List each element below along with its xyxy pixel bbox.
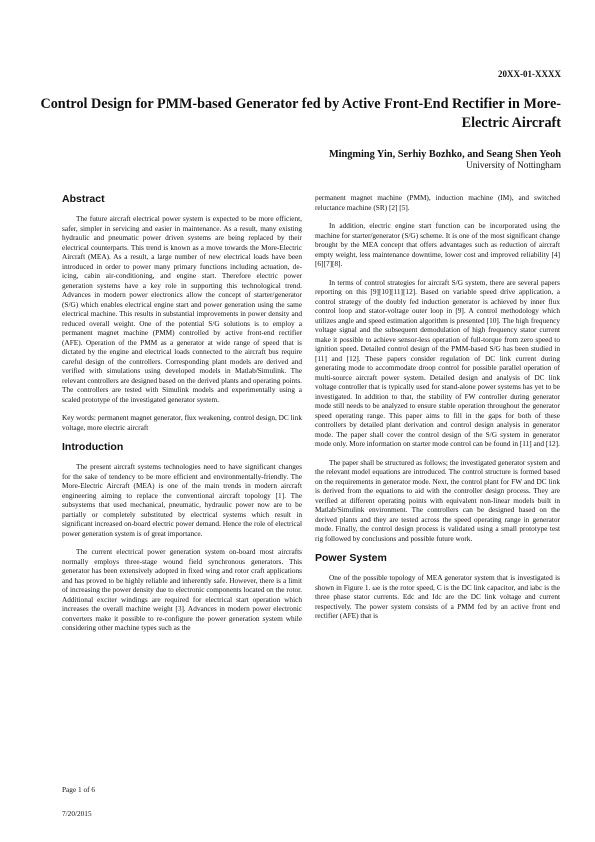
author-affiliation: University of Nottingham	[466, 160, 561, 170]
page-number: Page 1 of 6	[62, 785, 96, 794]
keywords: Key words: permanent magnet generator, flux weakening, control design, DC link voltage, more electric aircraft	[62, 413, 302, 432]
footer-date: 7/20/2015	[62, 809, 92, 818]
power-system-heading: Power System	[315, 552, 387, 564]
introduction-heading: Introduction	[62, 441, 124, 453]
intro-paragraph-5: The paper shall be structured as follows; the investigated generator system and the relevant model equations are introduced. The control structure is formed based on the requirements in generator mode. Next, the control plant for FW and DC link is derived from the equations to aid with the controller design process. They are verified at different operating points with equivalent non-linear models built in Matlab/Simulink environment. The controllers can be designed based on the derived plants and they are tested across the speed operating range in generator mode. Finally, the control design process is validated using a small prototype test rig followed by conclusions and possible future work.	[315, 457, 560, 543]
power-system-paragraph: One of the possible topology of MEA generator system that is investigated is shown in Figure 1. ωe is the rotor speed, C is the DC link capacitor, and iabc is the three phase stator currents. Edc and Idc are the DC link voltage and current respectively. The power system consists of a PMM fed by an active front end rectifier (AFE) that is	[315, 573, 560, 620]
intro-paragraph-2: The current electrical power generation system on-board most aircrafts normally employs three-stage wound field synchronous generators. This generator has been extensively adopted in fixed wing and rotor craft applications and has proved to be highly reliable and inherently safe. However, there is a limit of increasing the power density due to electronic components located on the rotor. Additional exciter windings are required for electrical start operation which increases the overall machine weight [3]. Advances in modern power electronic converters make it possible to re-configure the power generation system while considering other machine types such as the	[62, 547, 302, 632]
right-column	[315, 193, 560, 630]
intro-paragraph-4: In terms of control strategies for aircraft S/G system, there are several papers reporting on this [9][10][11][12]. Based on variable speed drive application, a control strategy of the doubly fed induction generator is achieved by inner flux control loop and stator-voltage outer loop in [9]. A control methodology which utilizes angle and speed estimation algorithm is presented [10]. The high frequency voltage signal and the subsequent demodulation of high frequency stator current make it possible to achieve sensor-less operation of full-torque from zero speed to ignition speed. Detailed control design of the PMM-based S/G has been studied in [11] and [12]. These papers consider regulation of DC link current during generating mode to accommodate droop control for possible parallel operation of multi-source aircraft power system. Detailed design and analysis of DC link voltage controller that is typically used for stand-alone power systems has yet to be investigated. In addition to that, the stability of FW controller during generator mode still needs to be analyzed to ensure stable operation throughout the generator speed operating range. This paper aims to fill in the gaps for both of these controllers by detailed plant derivation and control design analysis in generator mode. The paper shall cover the control design of the S/G system in generator mode only. More information on starter mode control can be found in [11] and [12].	[315, 277, 560, 448]
document-number: 20XX-01-XXXX	[498, 69, 561, 79]
paper-title: Control Design for PMM-based Generator fed by Active Front-End Rectifier in More-Electric Aircraft	[40, 96, 561, 131]
abstract-paragraph: The future aircraft electrical power system is expected to be more efficient, safer, simpler in servicing and easier in maintenance. As a result, many existing hydraulic and pneumatic power driven systems are being replaced by their electrical counterparts. This trend is known as a move towards the More-Electric Aircraft (MEA). As a result, a large number of new electrical loads have been introduced in order to power many primary functions including actuation, de-icing, cabin air-conditioning, and engine start. Therefore electric power generation systems have a key role in supporting this technological trend. Advances in modern power electronics allow the concept of starter/generator (S/G) which enables electrical engine start and power generation using the same electrical machine. This results in substantial improvements in power density and reduced overall weight. One of the potential S/G solutions is to employ a permanent magnet machine (PMM) controlled by active front-end rectifier (AFE). Operation of the PMM as a generator at wide range of speed that is dictated by the engine and electrical loads connected to the aircraft bus require careful design of the controllers. Corresponding plant models are derived and verified with simulations using developed models in Matlab/Simulink. The relevant controllers are designed based on the derived plants and operating points. The controllers are tested with Simulink models and experimentally using a scaled prototype of the investigated generator system.	[62, 214, 302, 404]
intro-paragraph-3: In addition, electric engine start function can be incorporated using the machine for starter/generator (S/G) scheme. It is one of the most significant change brought by the MEA concept that offers advantages such as reduction of aircraft empty weight, less maintenance downtime, lower cost and improved reliability [4][6][7][8].	[315, 221, 560, 268]
left-column	[62, 193, 302, 642]
abstract-heading: Abstract	[62, 193, 105, 205]
intro-paragraph-1: The present aircraft systems technologies need to have significant changes for the sake of tendency to be more efficient and environmentally-friendly. The More-Electric Aircraft (MEA) is one of the main trends in modern aircraft engineering aiming to replace the conventional aircraft topology [1]. The subsystems that used mechanical, pneumatic, hydraulic power now are to be partially or completely substituted by electrical systems which result in significant increased on-board electric power demand. Hence the role of electrical power generation system is of great importance.	[62, 462, 302, 538]
author-list: Mingming Yin, Serhiy Bozhko, and Seang Shen Yeoh	[328, 149, 561, 160]
intro-paragraph-2-continued: permanent magnet machine (PMM), induction machine (IM), and switched reluctance machine (SR) [2] [5].	[315, 193, 560, 212]
